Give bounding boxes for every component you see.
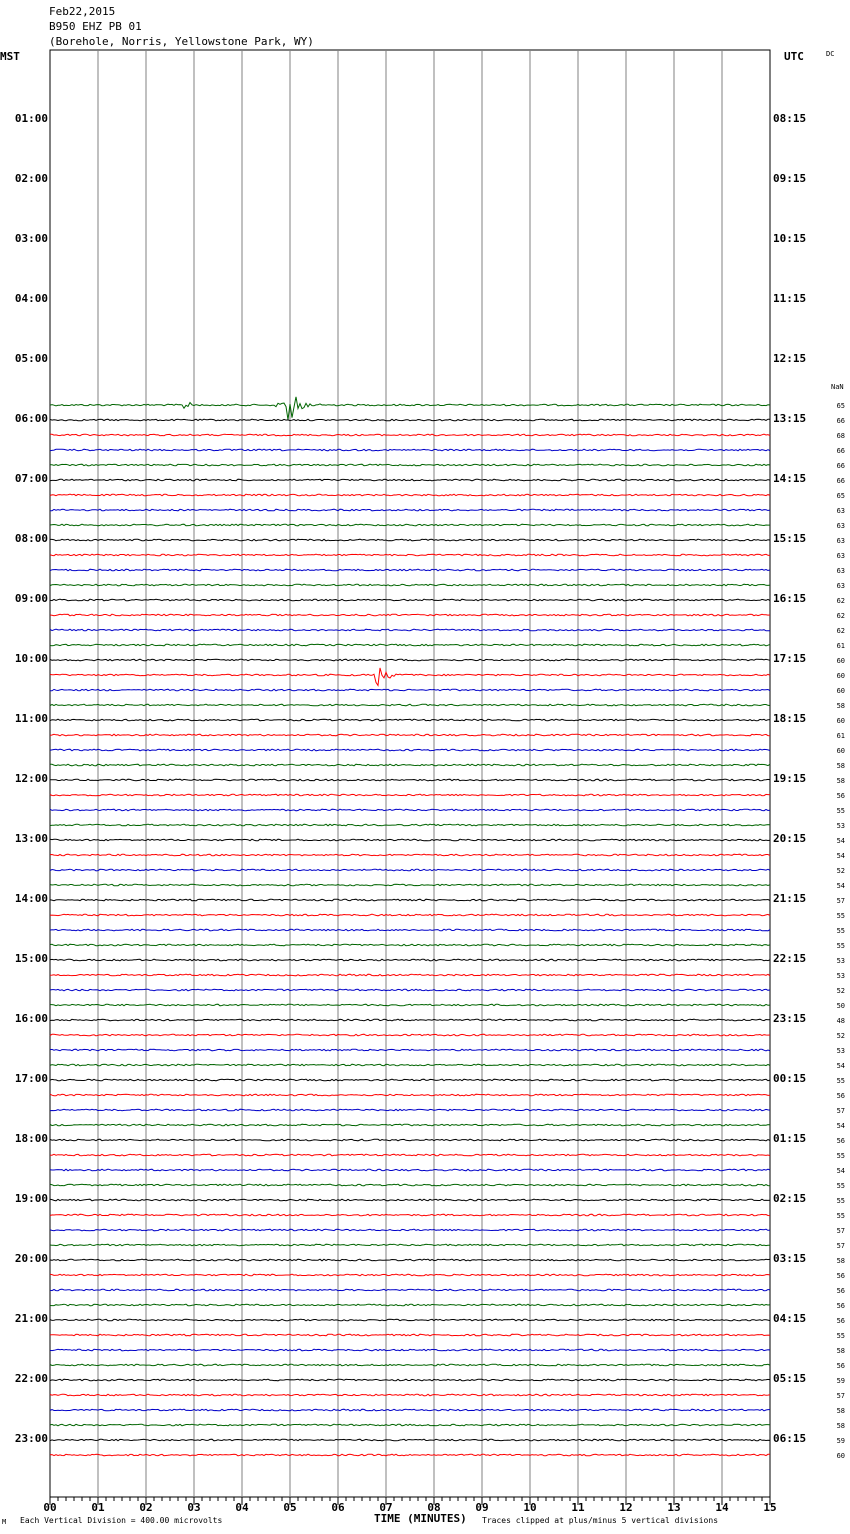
trace-label: 54 — [836, 837, 845, 845]
trace-line — [50, 749, 770, 751]
utc-hour-label: 04:15 — [773, 1312, 807, 1325]
x-tick-label: 03 — [187, 1501, 201, 1514]
trace-line — [50, 1169, 770, 1171]
x-tick-label: 10 — [523, 1501, 537, 1514]
trace-line — [50, 719, 770, 721]
utc-hour-label: 20:15 — [773, 832, 807, 845]
mst-hour-label: 17:00 — [14, 1072, 48, 1085]
utc-hour-label: 18:15 — [773, 712, 807, 725]
trace-line — [50, 839, 770, 841]
header-date: Feb22,2015 — [49, 5, 116, 18]
trace-line — [50, 1184, 770, 1186]
trace-line — [50, 1049, 770, 1051]
x-tick-label: 08 — [427, 1501, 441, 1514]
trace-label: 58 — [836, 1422, 845, 1430]
trace-line — [50, 614, 770, 616]
utc-hour-label: 01:15 — [773, 1132, 807, 1145]
dc-label: DC — [826, 50, 835, 58]
trace-label: 52 — [836, 867, 845, 875]
trace-line — [50, 704, 770, 706]
x-tick-label: 02 — [139, 1501, 153, 1514]
trace-label: 52 — [836, 987, 845, 995]
trace-label: 56 — [836, 792, 845, 800]
trace-line — [50, 479, 770, 481]
x-tick-label: 06 — [331, 1501, 345, 1514]
scale-note: Each Vertical Division = 400.00 microvolts — [20, 1516, 223, 1525]
trace-line — [50, 689, 770, 691]
trace-line — [50, 644, 770, 646]
trace-line — [50, 809, 770, 811]
trace-line — [50, 1379, 770, 1381]
trace-label: 50 — [836, 1002, 845, 1010]
utc-hour-label: 00:15 — [773, 1072, 807, 1085]
mst-hour-label: 15:00 — [14, 952, 48, 965]
trace-line — [50, 1289, 770, 1291]
footer-mark: M — [2, 1518, 7, 1526]
clip-note: Traces clipped at plus/minus 5 vertical divisions — [482, 1516, 719, 1525]
trace-label: 55 — [836, 1182, 845, 1190]
mst-hour-label: 06:00 — [14, 412, 48, 425]
utc-hour-label: 05:15 — [773, 1372, 807, 1385]
mst-hour-label: 16:00 — [14, 1012, 48, 1025]
trace-line — [50, 397, 770, 420]
trace-label: 60 — [836, 1452, 845, 1460]
nan-label: NaN — [831, 383, 844, 391]
trace-line — [50, 1139, 770, 1141]
x-tick-label: 14 — [715, 1501, 729, 1514]
trace-label: 54 — [836, 852, 845, 860]
trace-label: 66 — [836, 462, 845, 470]
trace-label: 66 — [836, 417, 845, 425]
x-tick-label: 11 — [571, 1501, 585, 1514]
trace-label: 56 — [836, 1272, 845, 1280]
mst-hour-label: 08:00 — [14, 532, 48, 545]
trace-line — [50, 1259, 770, 1261]
trace-label: 56 — [836, 1302, 845, 1310]
trace-line — [50, 1409, 770, 1411]
trace-line — [50, 449, 770, 451]
utc-hour-label: 03:15 — [773, 1252, 807, 1265]
utc-hour-label: 13:15 — [773, 412, 807, 425]
trace-label: 57 — [836, 1242, 845, 1250]
trace-label: 55 — [836, 927, 845, 935]
mst-hour-label: 20:00 — [14, 1252, 48, 1265]
x-tick-label: 00 — [43, 1501, 57, 1514]
trace-label: 55 — [836, 1212, 845, 1220]
trace-line — [50, 668, 770, 686]
trace-label: 57 — [836, 1227, 845, 1235]
trace-line — [50, 944, 770, 946]
trace-label: 66 — [836, 447, 845, 455]
trace-label: 56 — [836, 1362, 845, 1370]
x-tick-label: 05 — [283, 1501, 297, 1514]
plot-frame — [50, 50, 770, 1497]
trace-line — [50, 884, 770, 886]
utc-hour-label: 16:15 — [773, 592, 807, 605]
trace-line — [50, 1064, 770, 1066]
trace-label: 52 — [836, 1032, 845, 1040]
mst-hour-label: 23:00 — [14, 1432, 48, 1445]
trace-line — [50, 959, 770, 961]
trace-line — [50, 779, 770, 781]
trace-label: 54 — [836, 1062, 845, 1070]
trace-label: 58 — [836, 1407, 845, 1415]
mst-hour-label: 09:00 — [14, 592, 48, 605]
mst-hour-label: 22:00 — [14, 1372, 48, 1385]
trace-line — [50, 464, 770, 466]
utc-hour-label: 21:15 — [773, 892, 807, 905]
trace-line — [50, 734, 770, 736]
mst-hour-label: 07:00 — [14, 472, 48, 485]
trace-line — [50, 1199, 770, 1201]
trace-line — [50, 989, 770, 991]
trace-label: 53 — [836, 1047, 845, 1055]
trace-label: 55 — [836, 1077, 845, 1085]
mst-hour-label: 13:00 — [14, 832, 48, 845]
trace-label: 58 — [836, 702, 845, 710]
trace-label: 55 — [836, 1197, 845, 1205]
trace-line — [50, 899, 770, 901]
trace-label: 60 — [836, 747, 845, 755]
trace-label: 62 — [836, 597, 845, 605]
trace-line — [50, 1439, 770, 1441]
mst-hour-label: 11:00 — [14, 712, 48, 725]
trace-label: 56 — [836, 1137, 845, 1145]
trace-line — [50, 1229, 770, 1231]
trace-label: 58 — [836, 1257, 845, 1265]
trace-line — [50, 554, 770, 556]
trace-label: 55 — [836, 942, 845, 950]
trace-label: 61 — [836, 732, 845, 740]
utc-hour-label: 08:15 — [773, 112, 807, 125]
trace-label: 53 — [836, 957, 845, 965]
trace-line — [50, 419, 770, 421]
trace-line — [50, 1004, 770, 1006]
utc-hour-label: 11:15 — [773, 292, 807, 305]
trace-line — [50, 659, 770, 661]
mst-hour-label: 02:00 — [14, 172, 48, 185]
trace-line — [50, 1274, 770, 1276]
trace-label: 56 — [836, 1092, 845, 1100]
trace-label: 65 — [836, 492, 845, 500]
trace-line — [50, 1019, 770, 1021]
trace-line — [50, 854, 770, 856]
trace-label: 63 — [836, 552, 845, 560]
left-timezone-label: MST — [0, 50, 20, 63]
mst-hour-label: 05:00 — [14, 352, 48, 365]
trace-line — [50, 1349, 770, 1351]
mst-hour-label: 01:00 — [14, 112, 48, 125]
x-tick-label: 04 — [235, 1501, 249, 1514]
trace-line — [50, 509, 770, 511]
trace-label: 60 — [836, 657, 845, 665]
trace-label: 66 — [836, 477, 845, 485]
right-timezone-label: UTC — [784, 50, 804, 63]
trace-label: 57 — [836, 897, 845, 905]
trace-line — [50, 974, 770, 976]
trace-label: 63 — [836, 507, 845, 515]
mst-hour-label: 10:00 — [14, 652, 48, 665]
trace-label: 55 — [836, 1332, 845, 1340]
utc-hour-label: 19:15 — [773, 772, 807, 785]
trace-line — [50, 1124, 770, 1126]
trace-line — [50, 1364, 770, 1366]
trace-line — [50, 764, 770, 766]
trace-label: 53 — [836, 822, 845, 830]
trace-label: 54 — [836, 1122, 845, 1130]
trace-line — [50, 494, 770, 496]
utc-hour-label: 12:15 — [773, 352, 807, 365]
trace-line — [50, 1454, 770, 1456]
utc-hour-label: 14:15 — [773, 472, 807, 485]
trace-label: 63 — [836, 522, 845, 530]
trace-label: 57 — [836, 1392, 845, 1400]
trace-label: 55 — [836, 807, 845, 815]
trace-line — [50, 629, 770, 631]
x-tick-label: 12 — [619, 1501, 633, 1514]
trace-label: 54 — [836, 882, 845, 890]
trace-label: 58 — [836, 1347, 845, 1355]
trace-line — [50, 569, 770, 571]
trace-label: 63 — [836, 582, 845, 590]
trace-line — [50, 794, 770, 796]
trace-line — [50, 1079, 770, 1081]
trace-label: 60 — [836, 717, 845, 725]
mst-hour-label: 12:00 — [14, 772, 48, 785]
trace-label: 58 — [836, 777, 845, 785]
x-tick-label: 09 — [475, 1501, 489, 1514]
trace-line — [50, 1034, 770, 1036]
trace-label: 59 — [836, 1377, 845, 1385]
trace-line — [50, 929, 770, 931]
trace-line — [50, 869, 770, 871]
trace-line — [50, 1319, 770, 1321]
mst-hour-label: 21:00 — [14, 1312, 48, 1325]
trace-label: 48 — [836, 1017, 845, 1025]
utc-hour-label: 06:15 — [773, 1432, 807, 1445]
trace-label: 62 — [836, 627, 845, 635]
utc-hour-label: 02:15 — [773, 1192, 807, 1205]
trace-line — [50, 1154, 770, 1156]
trace-label: 60 — [836, 687, 845, 695]
x-tick-label: 15 — [763, 1501, 777, 1514]
trace-line — [50, 1394, 770, 1396]
trace-line — [50, 584, 770, 586]
trace-line — [50, 1334, 770, 1336]
mst-hour-label: 14:00 — [14, 892, 48, 905]
utc-hour-label: 23:15 — [773, 1012, 807, 1025]
utc-hour-label: 10:15 — [773, 232, 807, 245]
trace-line — [50, 914, 770, 916]
header-station: B950 EHZ PB 01 — [49, 20, 142, 33]
trace-label: 63 — [836, 567, 845, 575]
utc-hour-label: 22:15 — [773, 952, 807, 965]
utc-hour-label: 09:15 — [773, 172, 807, 185]
mst-hour-label: 18:00 — [14, 1132, 48, 1145]
x-axis-label: TIME (MINUTES) — [374, 1512, 467, 1525]
trace-line — [50, 1109, 770, 1111]
trace-label: 63 — [836, 537, 845, 545]
trace-label: 59 — [836, 1437, 845, 1445]
utc-hour-label: 17:15 — [773, 652, 807, 665]
x-tick-label: 01 — [91, 1501, 105, 1514]
trace-line — [50, 539, 770, 541]
trace-label: 57 — [836, 1107, 845, 1115]
utc-hour-label: 15:15 — [773, 532, 807, 545]
trace-line — [50, 1244, 770, 1246]
trace-line — [50, 524, 770, 526]
trace-label: 55 — [836, 1152, 845, 1160]
mst-hour-label: 04:00 — [14, 292, 48, 305]
trace-label: 68 — [836, 432, 845, 440]
trace-label: 61 — [836, 642, 845, 650]
trace-line — [50, 1304, 770, 1306]
x-tick-label: 13 — [667, 1501, 681, 1514]
mst-hour-label: 03:00 — [14, 232, 48, 245]
trace-label: 58 — [836, 762, 845, 770]
trace-line — [50, 599, 770, 601]
trace-label: 62 — [836, 612, 845, 620]
header-location: (Borehole, Norris, Yellowstone Park, WY) — [49, 35, 314, 48]
trace-line — [50, 1424, 770, 1426]
trace-line — [50, 1094, 770, 1096]
trace-line — [50, 1214, 770, 1216]
trace-label: 56 — [836, 1317, 845, 1325]
mst-hour-label: 19:00 — [14, 1192, 48, 1205]
trace-line — [50, 434, 770, 436]
trace-line — [50, 824, 770, 826]
trace-label: 60 — [836, 672, 845, 680]
trace-label: 65 — [836, 402, 845, 410]
trace-label: 54 — [836, 1167, 845, 1175]
trace-label: 53 — [836, 972, 845, 980]
x-tick-label: 07 — [379, 1501, 393, 1514]
trace-label: 56 — [836, 1287, 845, 1295]
trace-label: 55 — [836, 912, 845, 920]
